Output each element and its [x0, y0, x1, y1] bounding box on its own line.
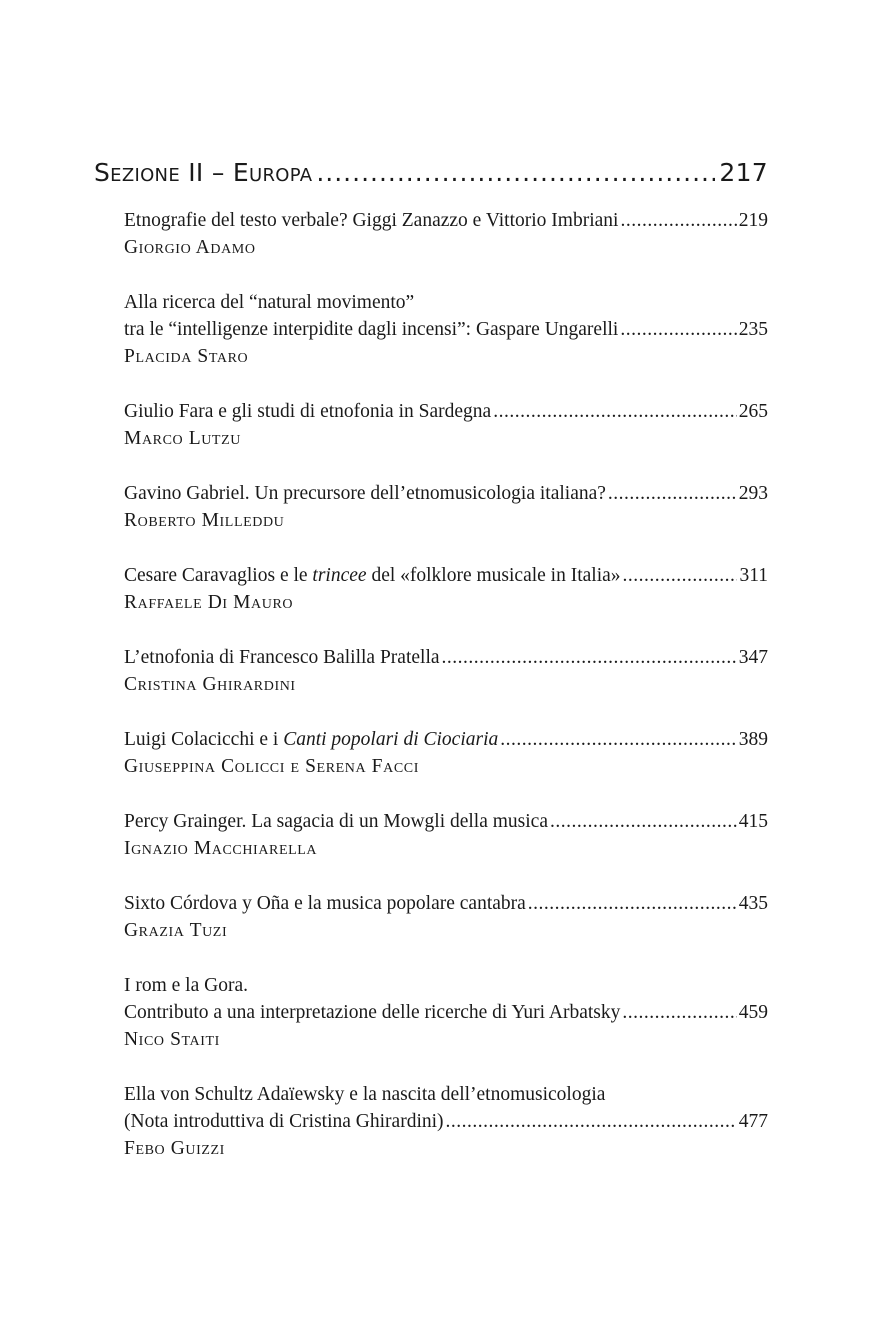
section-page-number: 217 [719, 158, 768, 187]
entry-page-number: 459 [738, 1002, 768, 1023]
toc-entry[interactable] [124, 890, 768, 944]
toc-entry[interactable] [124, 1081, 768, 1162]
entry-title: Sixto Córdova y Oña e la musica popolare cantabra [124, 893, 526, 914]
entry-author: Giorgio Adamo [124, 237, 256, 258]
entry-title-line [124, 1108, 768, 1135]
entry-page-number: 311 [739, 565, 768, 586]
entry-title-italic: trincee [312, 565, 367, 586]
section-heading [94, 158, 768, 187]
entry-title-continued: Contributo a una interpretazione delle ricerche di Yuri Arbatsky [124, 1002, 621, 1023]
entry-author: Giuseppina Colicci e Serena Facci [124, 756, 419, 777]
entry-title-line [124, 316, 768, 343]
entry-page-number: 477 [738, 1111, 768, 1132]
entry-author: Nico Staiti [124, 1029, 220, 1050]
entry-author: Raffaele Di Mauro [124, 592, 294, 613]
entry-title [124, 726, 498, 753]
entry-title-line [124, 999, 768, 1026]
entry-title-line [124, 644, 768, 671]
toc-entry[interactable] [124, 644, 768, 698]
dot-leader [493, 398, 737, 425]
entry-page-number: 347 [738, 647, 768, 668]
entry-title: Gavino Gabriel. Un precursore dell’etnomusicologia italiana? [124, 483, 606, 504]
entry-title: Ella von Schultz Adaïewsky e la nascita dell’etnomusicologia [124, 1084, 606, 1105]
entry-title-continued: (Nota introduttiva di Cristina Ghirardini) [124, 1111, 444, 1132]
dot-leader [608, 480, 737, 507]
entry-title: Percy Grainger. La sagacia di un Mowgli della musica [124, 811, 548, 832]
entry-title: Alla ricerca del “natural movimento” [124, 292, 415, 313]
entry-title-italic: Canti popolari di Ciociaria [283, 729, 499, 750]
toc-entry[interactable] [124, 726, 768, 780]
entry-author: Placida Staro [124, 346, 249, 367]
entry-title: I rom e la Gora. [124, 975, 248, 996]
entry-author: Grazia Tuzi [124, 920, 228, 941]
toc-entry[interactable] [124, 480, 768, 534]
toc-entry[interactable] [124, 972, 768, 1053]
entry-title-line [124, 289, 768, 316]
entry-title-line [124, 890, 768, 917]
entry-title-line [124, 726, 768, 753]
dot-leader [623, 562, 738, 589]
entry-title [124, 562, 621, 589]
dot-leader [620, 316, 736, 343]
dot-leader [446, 1108, 737, 1135]
entry-title-part: Luigi Colacicchi e i [124, 729, 284, 750]
entry-author: Marco Lutzu [124, 428, 241, 449]
entry-title-line [124, 972, 768, 999]
toc-entry[interactable] [124, 207, 768, 261]
entry-page-number: 293 [738, 483, 768, 504]
entry-title-line [124, 808, 768, 835]
dot-leader [550, 808, 737, 835]
entry-title: Giulio Fara e gli studi di etnofonia in Sardegna [124, 401, 492, 422]
toc-entry[interactable] [124, 289, 768, 370]
dot-leader [620, 207, 736, 234]
entry-title: Etnografie del testo verbale? Giggi Zanazzo e Vittorio Imbriani [124, 210, 619, 231]
entry-author: Febo Guizzi [124, 1138, 225, 1159]
entry-page-number: 389 [738, 729, 768, 750]
entry-page-number: 435 [738, 893, 768, 914]
entry-author: Roberto Milleddu [124, 510, 285, 531]
entry-title-line [124, 480, 768, 507]
entry-title-part: del «folklore musicale in Italia» [366, 565, 621, 586]
entry-title: L’etnofonia di Francesco Balilla Pratella [124, 647, 440, 668]
toc-entry[interactable] [124, 808, 768, 862]
dot-leader [622, 999, 736, 1026]
entry-title-line [124, 1081, 768, 1108]
entry-page-number: 235 [738, 319, 768, 340]
toc-entries [124, 207, 768, 1162]
toc-entry[interactable] [124, 398, 768, 452]
entry-page-number: 265 [738, 401, 768, 422]
toc-entry[interactable] [124, 562, 768, 616]
dot-leader [528, 890, 737, 917]
dot-leader [500, 726, 736, 753]
dot-leader [316, 158, 715, 187]
entry-title-line [124, 398, 768, 425]
entry-title-line [124, 207, 768, 234]
entry-title-part: Cesare Caravaglios e le [124, 565, 313, 586]
entry-page-number: 219 [738, 210, 768, 231]
entry-author: Ignazio Macchiarella [124, 838, 318, 859]
section-title: Sezione II – Europa [94, 158, 313, 187]
entry-page-number: 415 [738, 811, 768, 832]
dot-leader [442, 644, 737, 671]
entry-author: Cristina Ghirardini [124, 674, 296, 695]
entry-title-continued: tra le “intelligenze interpidite dagli incensi”: Gaspare Ungarelli [124, 319, 619, 340]
entry-title-line [124, 562, 768, 589]
